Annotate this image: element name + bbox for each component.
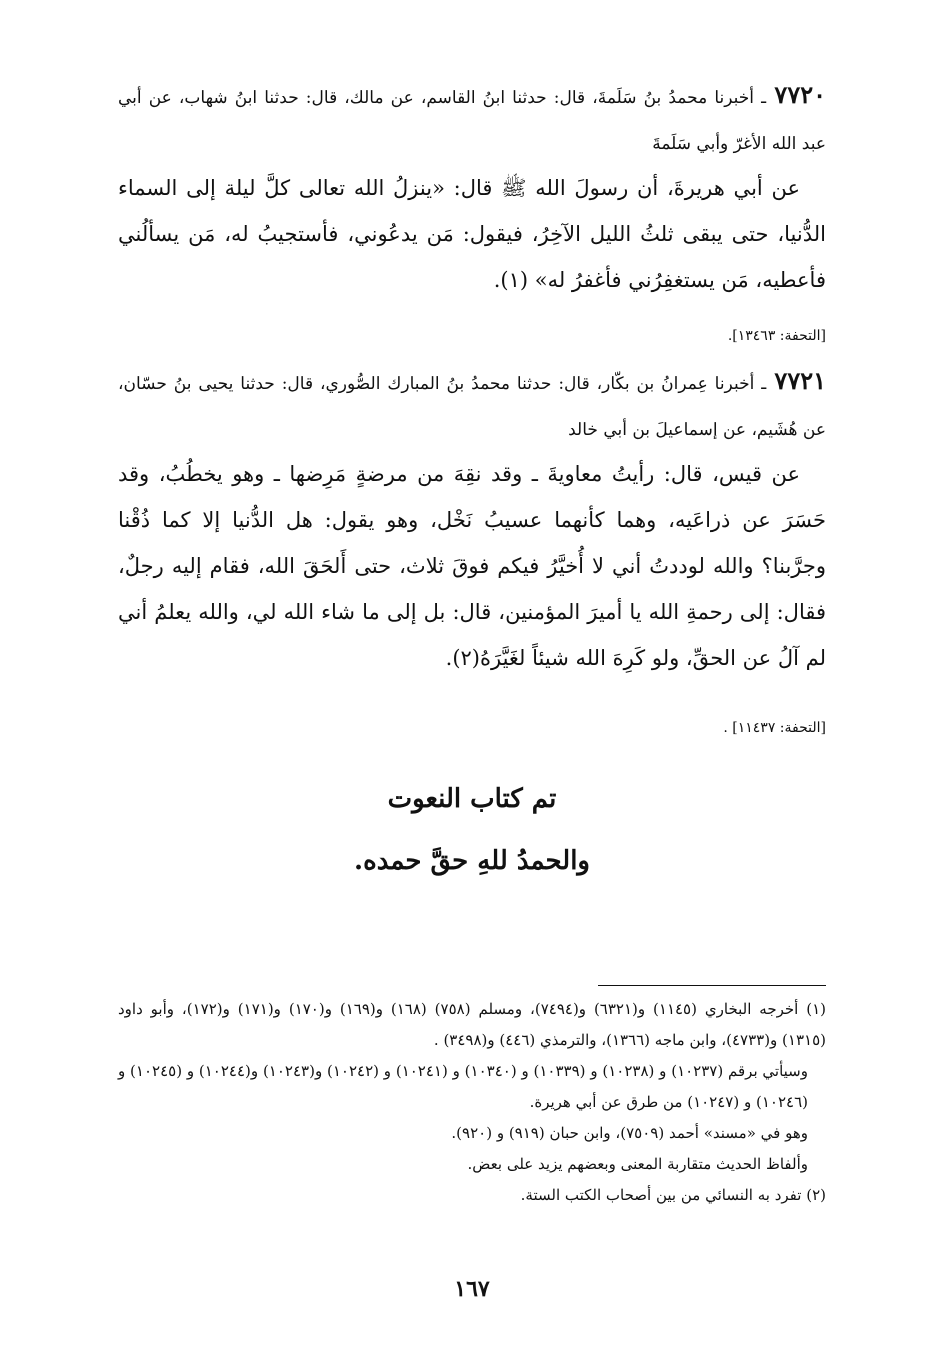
main-text-2	[118, 358, 826, 681]
hadith-number: ٧٧٢٠	[774, 80, 826, 109]
hadith-7721-matn: عن قيس، قال: رأيتُ معاويةَ ـ وقد نقِهَ من مرضةٍ مَرِضها ـ وهو يخطُبُ، وقد حَسَرَ عن ذراعَيه، وهما كأنهما عسيبُ نَخْل، وهو يقول: هل الدُّنيا إلا كما ذُقْنا وجرَّبنا؟ والله لوددتُ أني لا أُخيَّرُ فيكم فوقَ ثلاث، حتى أَلحَقَ الله، فقام إليه رجلٌ، فقال: إلى رحمةِ الله يا أميرَ المؤمنين، قال: بل إلى ما شاء الله لي، والله يعلمُ أني لم آلُ عن الحقِّ، ولو كَرِهَ الله شيئاً لغَيَّرَهُ(٢).	[118, 462, 826, 670]
footnote-1-continuation: وألفاظ الحديث متقاربة المعنى وبعضهم يزيد على بعض.	[467, 1155, 808, 1173]
footnote-2: (٢) تفرد به النسائي من بين أصحاب الكتب الستة.	[520, 1186, 826, 1204]
hadith-7720-matn: عن أبي هريرةَ، أن رسولَ الله ﷺ قال: «ينزلُ الله تعالى كلَّ ليلة إلى السماء الدُّنيا، حتى يبقى ثلثُ الليل الآخِرُ، فيقول: مَن يدعُوني، فأستجيبُ له، مَن يسألُني فأعطيه، مَن يستغفِرُني فأغفرُ له» (١).	[118, 176, 826, 292]
footnote-1-continuation: وهو في «مسند» أحمد (٧٥٠٩)، وابن حبان (٩١٩) و (٩٢٠).	[451, 1124, 808, 1142]
hadith-isnad: ـ أخبرنا محمدُ بنُ سَلَمةَ، قال: حدثنا ابنُ القاسم، عن مالك، قال: حدثنا ابنُ شهاب، عن أبي عبد الله الأغرّ وأبي سَلَمةَ	[118, 88, 826, 154]
closing-praise: والحمدُ للهِ حقَّ حمده.	[354, 846, 590, 876]
footnote-divider	[598, 985, 826, 986]
tuhfa-reference: [التحفة: ١١٤٣٧] .	[723, 720, 826, 736]
hadith-isnad: ـ أخبرنا عِمرانُ بن بكّار، قال: حدثنا محمدُ بنُ المبارك الصُّوري، قال: حدثنا يحيى بنُ حسّان، عن هُشَيم، عن إسماعيلَ بن أبي خالد	[118, 374, 826, 440]
hadith-7721-isnad	[118, 358, 826, 451]
hadith-7720-isnad	[118, 72, 826, 165]
page-number: ١٦٧	[454, 1276, 490, 1302]
hadith-number: ٧٧٢١	[774, 366, 826, 395]
footnote-1-continuation: وسيأتي برقم (١٠٢٣٧) و (١٠٢٣٨) و (١٠٣٣٩) و (١٠٣٤٠) و (١٠٢٤١) و (١٠٢٤٢) و(١٠٢٤٣) و(١٠٢٤٤) و (١٠٢٤٥) و (١٠٢٤٦) و (١٠٢٤٧) من طرق عن أبي هريرة.	[118, 1062, 808, 1111]
main-text	[118, 72, 826, 303]
footnotes	[118, 994, 826, 1211]
book-end-title: تم كتاب النعوت	[387, 784, 557, 814]
footnote-1: (١) أخرجه البخاري (١١٤٥) و(٦٣٢١) و(٧٤٩٤)، ومسلم (٧٥٨) (١٦٨) و(١٦٩) و(١٧٠) و(١٧١) و(١٧٢)، وأبو داود (١٣١٥) و(٤٧٣٣)، وابن ماجه (١٣٦٦)، والترمذي (٤٤٦) و(٣٤٩٨) .	[118, 1000, 827, 1049]
tuhfa-reference: [التحفة: ١٣٤٦٣].	[727, 328, 826, 344]
